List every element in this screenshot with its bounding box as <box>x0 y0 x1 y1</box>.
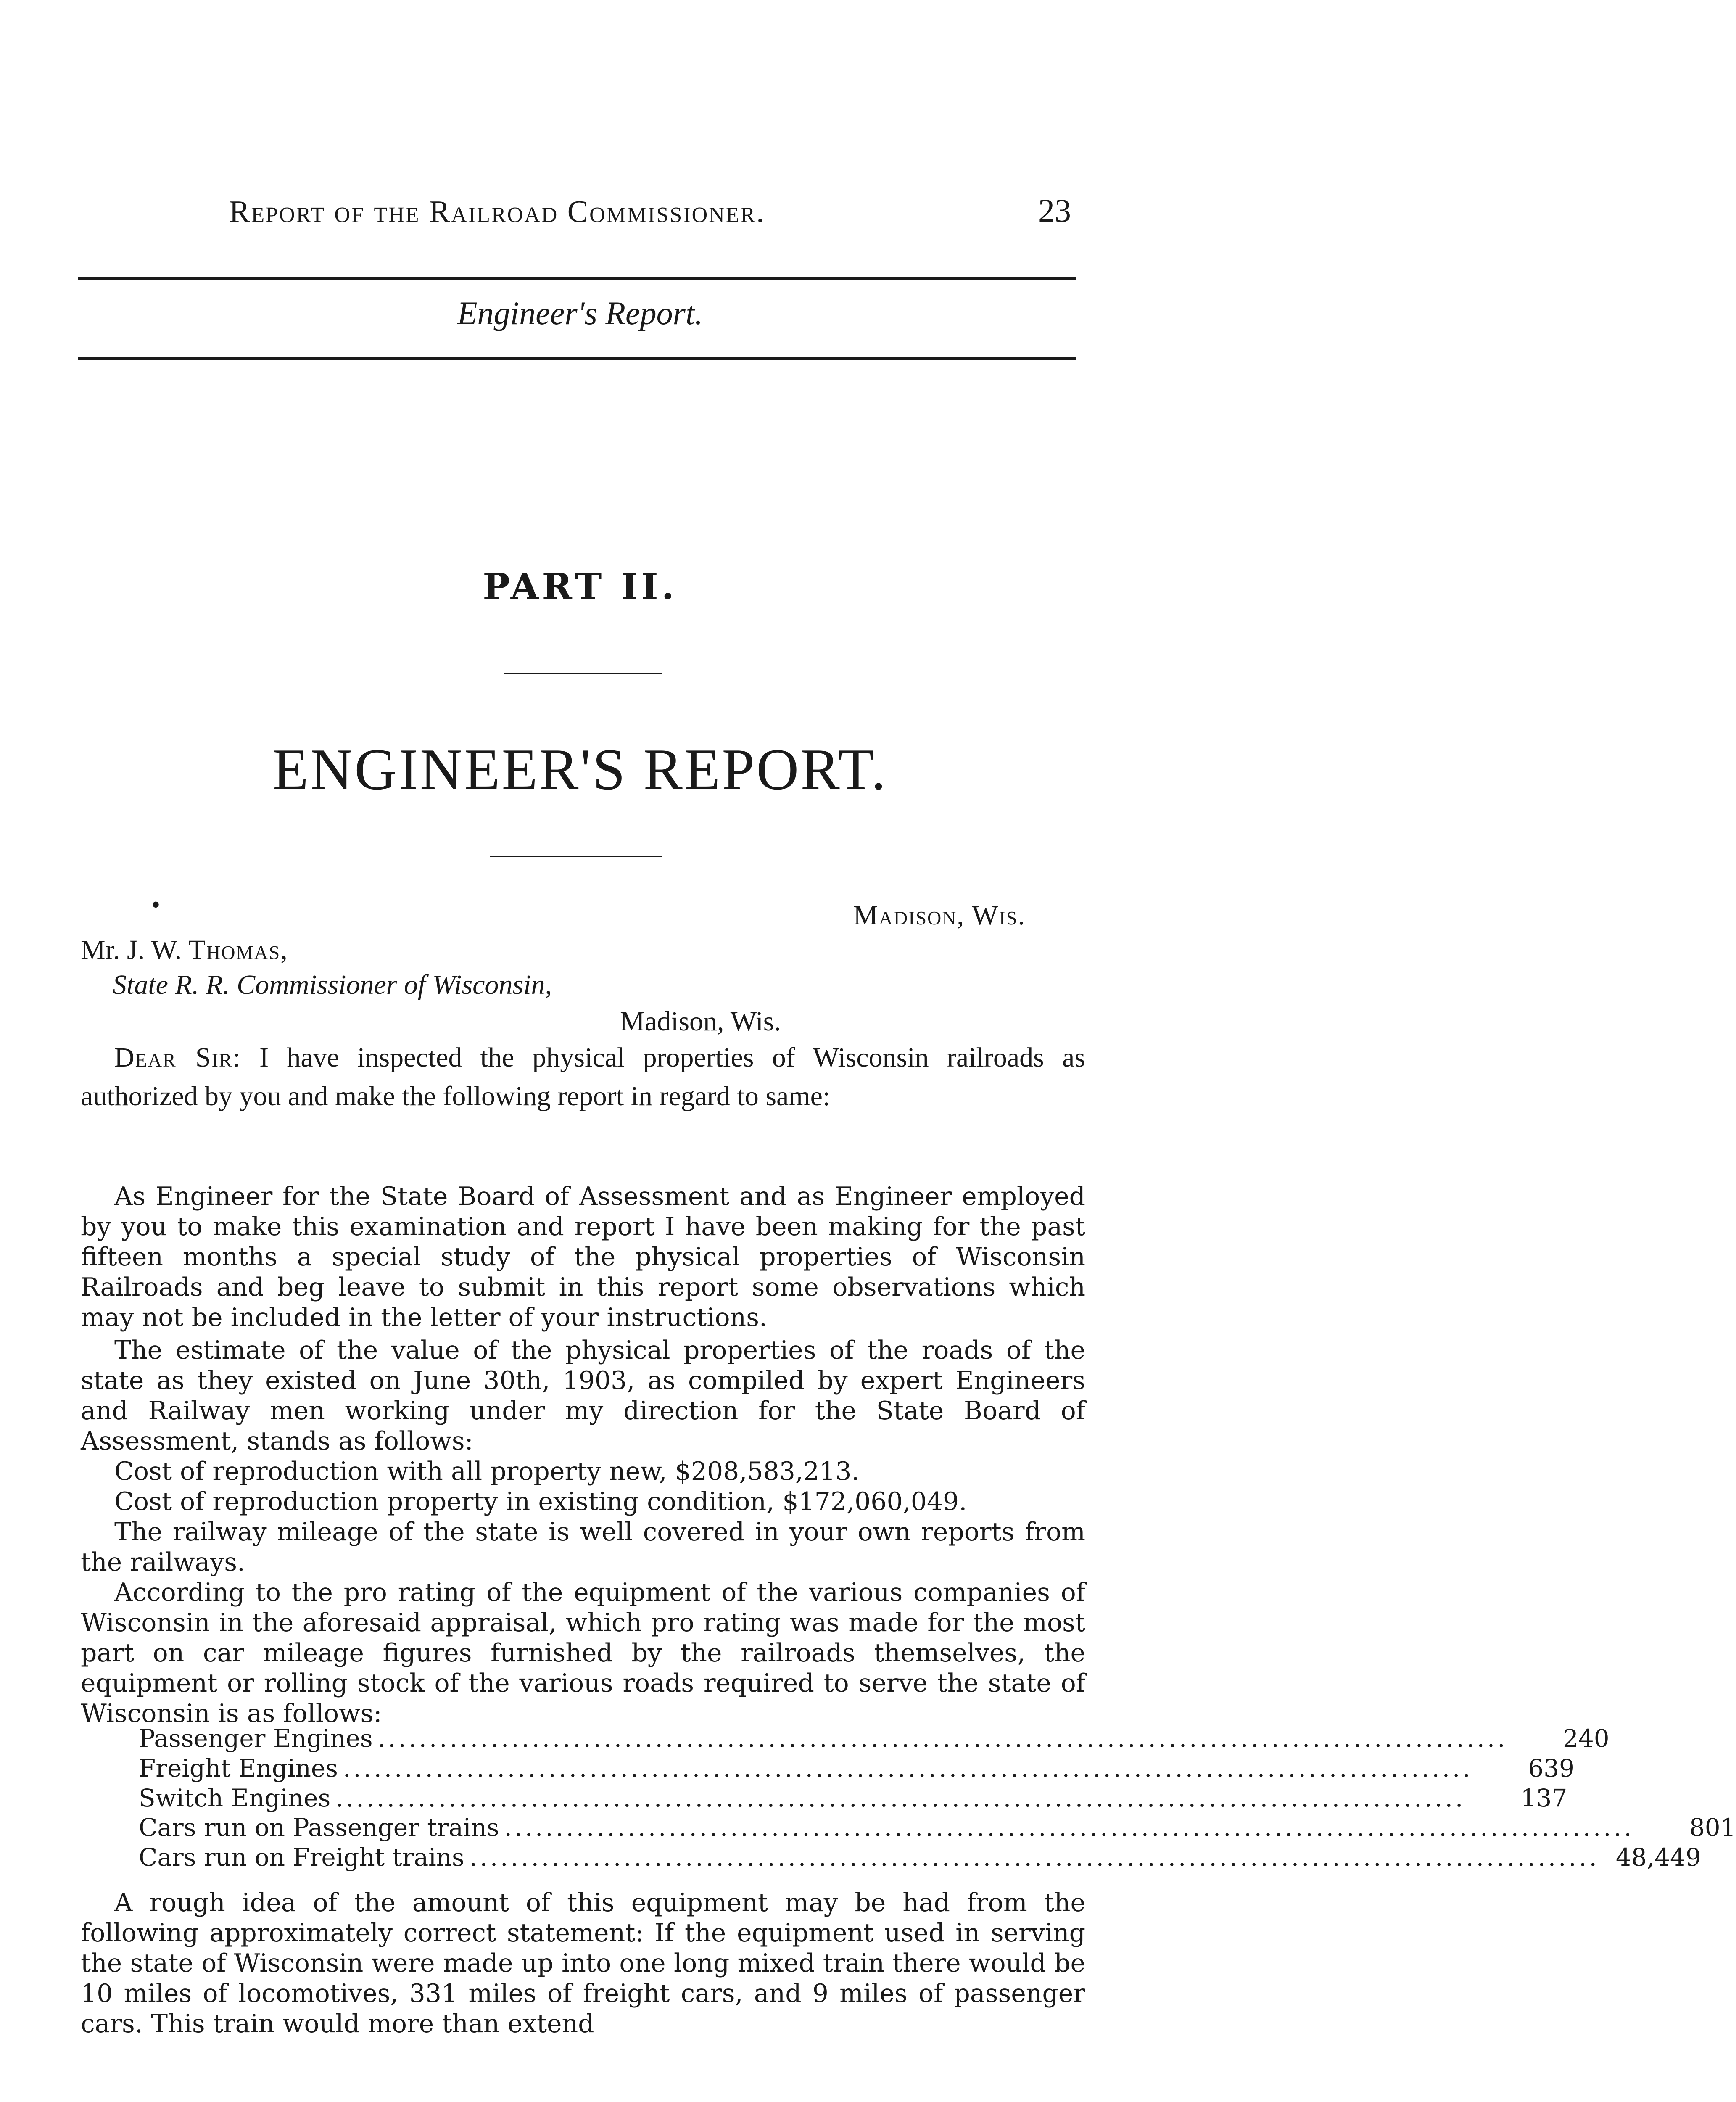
equipment-row <box>139 1753 1575 1783</box>
salutation: Dear Sir: <box>114 1042 241 1073</box>
equipment-label: Cars run on Passenger trains <box>139 1813 499 1842</box>
recipient-line <box>81 934 288 966</box>
report-body <box>81 1181 1085 1729</box>
leader-dots: .............................................................................................................. <box>335 1783 1466 1812</box>
paragraph: Cost of reproduction with all property new, $208,583,213. <box>114 1457 860 1486</box>
equipment-value: 639 <box>1528 1753 1575 1782</box>
equipment-value: 48,449 <box>1615 1843 1701 1872</box>
recipient-name: Thomas, <box>188 935 288 965</box>
page-number: 23 <box>1038 192 1071 229</box>
equipment-list <box>139 1724 1736 1872</box>
part-heading: PART II. <box>483 565 678 608</box>
equipment-value: 801 <box>1689 1813 1736 1842</box>
equipment-label: Freight Engines <box>139 1753 338 1782</box>
paragraph: Cost of reproduction property in existing condition, $172,060,049. <box>114 1487 967 1516</box>
equipment-label: Switch Engines <box>139 1783 331 1812</box>
paragraph: The estimate of the value of the physical properties of the roads of the state as they existed on June 30th, 1903, as compiled by expert Engineers and Railway men working under my direction for the State Board of Assessment, stands as follows: <box>81 1336 1085 1456</box>
report-title: ENGINEER'S REPORT. <box>272 737 888 802</box>
paragraph: The railway mileage of the state is well covered in your own reports from the railways. <box>81 1517 1085 1577</box>
recipient-prefix: Mr. J. W. <box>81 935 189 965</box>
leader-dots: .............................................................................................................. <box>469 1843 1599 1872</box>
section-subheading: Engineer's Report. <box>457 295 703 331</box>
equipment-row <box>139 1843 1701 1872</box>
header-rule-top <box>78 277 1076 280</box>
closing-text <box>81 1888 1085 2039</box>
heading-divider-top <box>504 673 662 674</box>
equipment-row <box>139 1813 1736 1843</box>
intro-text: I have inspected the physical properties of Wisconsin railroads as authorized by you and make the following report in regard to same: <box>81 1042 1085 1112</box>
paragraph: According to the pro rating of the equipment of the various companies of Wisconsin in the aforesaid appraisal, which pro rating was made for the most part on car mileage figures furnished by the railroads themselves, the equipment or rolling stock of the various roads required to serve the state of Wisconsin is as follows: <box>81 1578 1085 1728</box>
header-rule-bottom <box>78 357 1076 360</box>
equipment-label: Passenger Engines <box>139 1724 373 1753</box>
running-header-title: Report of the Railroad Commissioner. <box>229 195 765 229</box>
recipient-city: Madison, Wis. <box>620 1006 781 1037</box>
paragraph: A rough idea of the amount of this equipment may be had from the following approximately correct statement: If the equipment used in serving the state of Wisconsin were made up into one long mixed train there would be 10 miles of locomotives, 331 miles of freight cars, and 9 miles of passenger cars. This train would more than extend <box>81 1888 1085 2039</box>
equipment-label: Cars run on Freight trains <box>139 1843 464 1872</box>
equipment-value: 240 <box>1562 1724 1609 1753</box>
equipment-row <box>139 1724 1609 1753</box>
heading-divider-bottom <box>490 856 662 857</box>
paragraph: As Engineer for the State Board of Assessment and as Engineer employed by you to make this examination and report I have been making for the past fifteen months a special study of the physical properties of Wisconsin Railroads and beg leave to submit in this report some observations which may not be included in the letter of your instructions. <box>81 1182 1085 1332</box>
leader-dots: .............................................................................................................. <box>377 1724 1508 1753</box>
equipment-row <box>139 1783 1567 1813</box>
letter-intro <box>81 1038 1085 1116</box>
leader-dots: .............................................................................................................. <box>343 1753 1473 1782</box>
stray-mark: • <box>151 891 161 919</box>
recipient-title: State R. R. Commissioner of Wisconsin, <box>113 969 552 1000</box>
letter-place: Madison, Wis. <box>853 900 1026 931</box>
equipment-value: 137 <box>1520 1783 1567 1812</box>
leader-dots: .............................................................................................................. <box>504 1813 1634 1842</box>
